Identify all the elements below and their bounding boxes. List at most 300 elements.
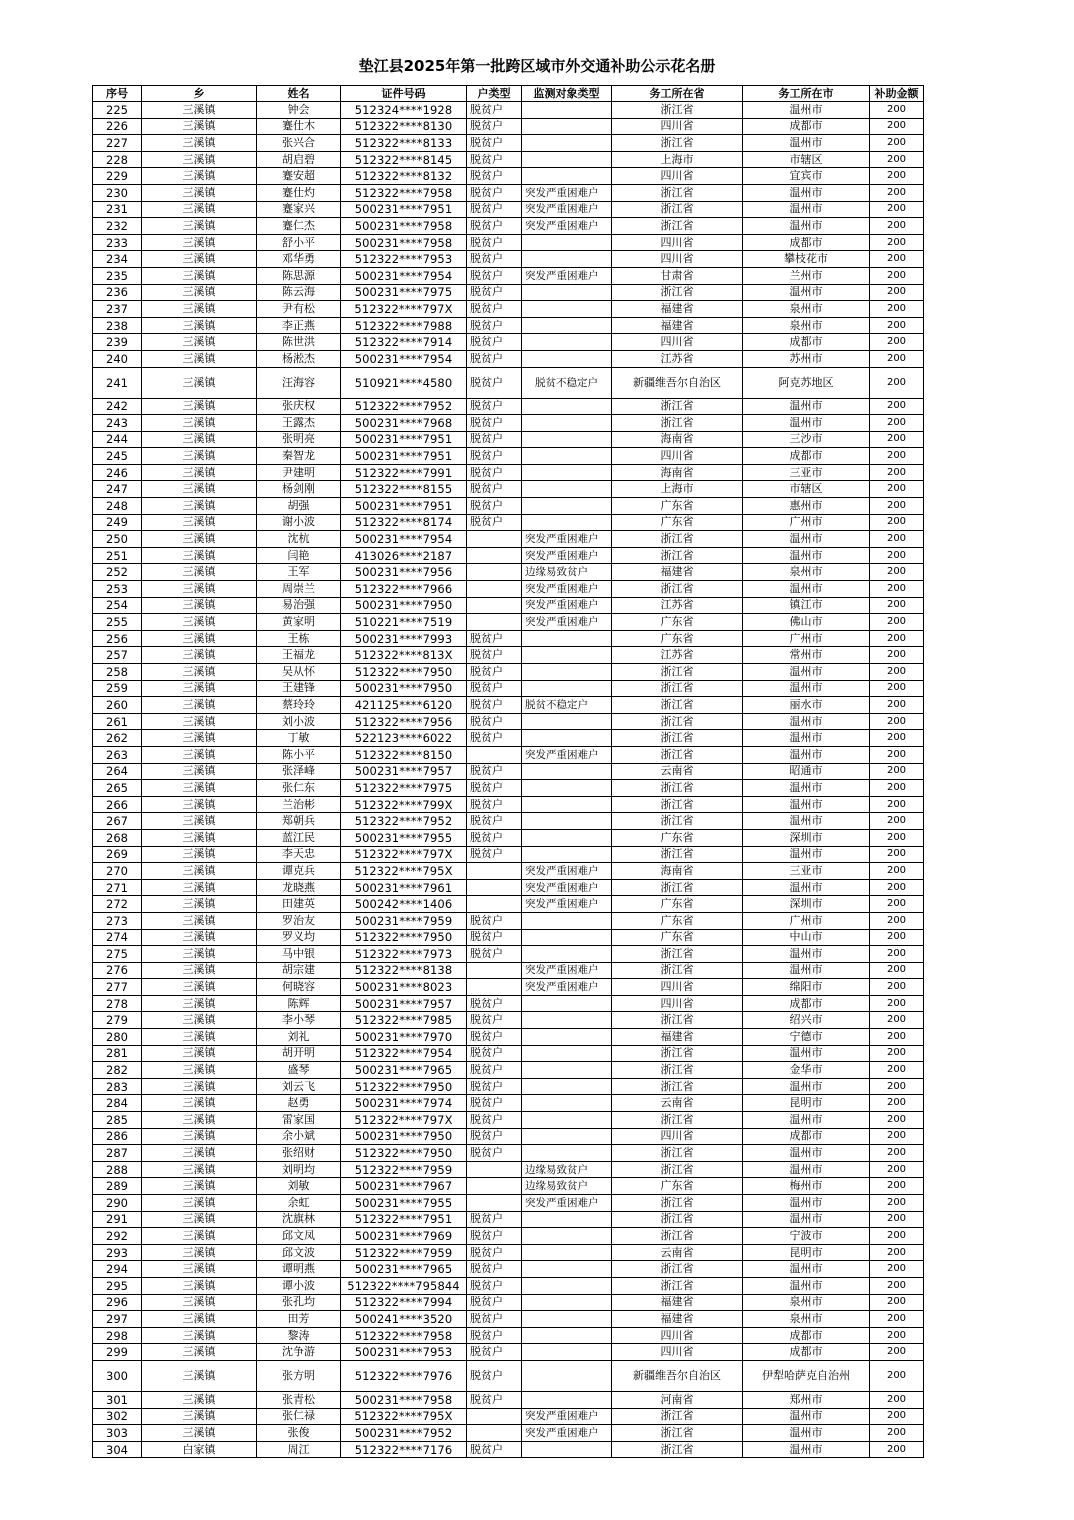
cell-seq: 287 [93,1145,142,1162]
cell-household-type [467,1161,522,1178]
cell-seq: 280 [93,1029,142,1046]
cell-id-number: 500231****7967 [341,1178,467,1195]
cell-household-type [467,1408,522,1425]
cell-seq: 269 [93,846,142,863]
cell-id-number: 500231****7968 [341,415,467,432]
cell-seq: 261 [93,713,142,730]
header-township: 乡 [142,86,257,102]
cell-name: 邓华勇 [257,251,341,268]
cell-work-province: 云南省 [612,763,743,780]
cell-subsidy-amount: 200 [870,962,924,979]
cell-work-city: 温州市 [743,796,870,813]
table-row [93,746,924,763]
cell-seq: 298 [93,1327,142,1344]
cell-seq: 245 [93,448,142,465]
cell-name: 蹇仕木 [257,118,341,135]
cell-id-number: 500231****7950 [341,1128,467,1145]
cell-work-province: 浙江省 [612,664,743,681]
cell-work-province: 甘肃省 [612,267,743,284]
table-row [93,514,924,531]
cell-seq: 275 [93,946,142,963]
cell-name: 李正燕 [257,317,341,334]
cell-monitoring-type: 突发严重困难户 [522,547,612,564]
cell-monitoring-type [522,284,612,301]
cell-household-type: 脱贫户 [467,218,522,235]
cell-subsidy-amount: 200 [870,531,924,548]
cell-subsidy-amount: 200 [870,1078,924,1095]
cell-monitoring-type [522,1441,612,1458]
cell-work-city: 温州市 [743,1211,870,1228]
cell-monitoring-type [522,664,612,681]
cell-work-province: 海南省 [612,464,743,481]
cell-household-type: 脱贫户 [467,1261,522,1278]
cell-subsidy-amount: 200 [870,547,924,564]
cell-subsidy-amount: 200 [870,251,924,268]
cell-township: 三溪镇 [142,1195,257,1212]
cell-name: 张泽峰 [257,763,341,780]
cell-work-city: 三沙市 [743,431,870,448]
cell-name: 王露杰 [257,415,341,432]
cell-monitoring-type [522,813,612,830]
cell-work-city: 温州市 [743,879,870,896]
cell-name: 陈思源 [257,267,341,284]
cell-household-type: 脱贫户 [467,946,522,963]
cell-township: 三溪镇 [142,317,257,334]
cell-monitoring-type [522,448,612,465]
cell-township: 三溪镇 [142,151,257,168]
cell-township: 三溪镇 [142,350,257,367]
cell-id-number: 512322****7976 [341,1360,467,1391]
cell-household-type: 脱贫户 [467,1045,522,1062]
table-row [93,1078,924,1095]
cell-work-city: 深圳市 [743,896,870,913]
cell-work-province: 广东省 [612,912,743,929]
cell-monitoring-type: 突发严重困难户 [522,979,612,996]
table-row [93,697,924,714]
cell-name: 周江 [257,1441,341,1458]
cell-monitoring-type [522,234,612,251]
cell-seq: 272 [93,896,142,913]
cell-subsidy-amount: 200 [870,614,924,631]
cell-name: 王福龙 [257,647,341,664]
cell-work-city: 成都市 [743,334,870,351]
cell-id-number: 512322****7994 [341,1294,467,1311]
cell-work-city: 佛山市 [743,614,870,631]
cell-id-number: 500231****7956 [341,564,467,581]
cell-household-type: 脱贫户 [467,1277,522,1294]
cell-household-type: 脱贫户 [467,647,522,664]
cell-id-number: 512322****7959 [341,1244,467,1261]
cell-monitoring-type [522,912,612,929]
cell-work-province: 福建省 [612,1311,743,1328]
cell-household-type: 脱贫户 [467,135,522,152]
cell-monitoring-type: 突发严重困难户 [522,597,612,614]
cell-seq: 303 [93,1425,142,1442]
table-row [93,713,924,730]
cell-subsidy-amount: 200 [870,1327,924,1344]
cell-id-number: 500231****7950 [341,680,467,697]
cell-name: 沈杭 [257,531,341,548]
table-row [93,1062,924,1079]
cell-monitoring-type [522,151,612,168]
cell-name: 邱文波 [257,1244,341,1261]
cell-household-type: 脱贫户 [467,168,522,185]
table-row [93,829,924,846]
cell-seq: 294 [93,1261,142,1278]
cell-monitoring-type [522,1112,612,1129]
cell-seq: 286 [93,1128,142,1145]
cell-monitoring-type [522,780,612,797]
cell-monitoring-type: 突发严重困难户 [522,896,612,913]
cell-id-number: 500231****7959 [341,912,467,929]
table-row [93,929,924,946]
table-row [93,813,924,830]
cell-work-province: 广东省 [612,630,743,647]
cell-household-type: 脱贫户 [467,630,522,647]
cell-name: 谭克兵 [257,863,341,880]
cell-work-province: 浙江省 [612,1145,743,1162]
cell-monitoring-type [522,431,612,448]
table-row [93,1261,924,1278]
cell-household-type [467,962,522,979]
cell-township: 三溪镇 [142,796,257,813]
cell-name: 刘云飞 [257,1078,341,1095]
cell-household-type: 脱贫户 [467,334,522,351]
table-row [93,234,924,251]
cell-township: 三溪镇 [142,1145,257,1162]
cell-work-city: 温州市 [743,547,870,564]
cell-subsidy-amount: 200 [870,763,924,780]
cell-household-type: 脱贫户 [467,367,522,398]
cell-id-number: 512322****8138 [341,962,467,979]
table-header-row [93,86,924,102]
table-row [93,1112,924,1129]
cell-household-type: 脱贫户 [467,464,522,481]
table-row [93,912,924,929]
cell-subsidy-amount: 200 [870,630,924,647]
table-row [93,630,924,647]
cell-subsidy-amount: 200 [870,218,924,235]
cell-household-type: 脱贫户 [467,796,522,813]
cell-subsidy-amount: 200 [870,151,924,168]
cell-household-type: 脱贫户 [467,664,522,681]
cell-subsidy-amount: 200 [870,201,924,218]
cell-township: 三溪镇 [142,581,257,598]
cell-name: 蹇安超 [257,168,341,185]
cell-name: 雷家国 [257,1112,341,1129]
cell-id-number: 512322****8130 [341,118,467,135]
cell-id-number: 500231****7965 [341,1261,467,1278]
cell-work-city: 温州市 [743,1078,870,1095]
cell-work-city: 温州市 [743,1277,870,1294]
table-row [93,1161,924,1178]
cell-subsidy-amount: 200 [870,1391,924,1408]
cell-work-city: 常州市 [743,647,870,664]
cell-household-type: 脱贫户 [467,1228,522,1245]
cell-id-number: 500231****7975 [341,284,467,301]
cell-monitoring-type: 突发严重困难户 [522,531,612,548]
cell-work-city: 成都市 [743,1344,870,1361]
cell-id-number: 512322****797X [341,1112,467,1129]
table-row [93,350,924,367]
cell-household-type: 脱贫户 [467,1441,522,1458]
table-row [93,1178,924,1195]
cell-household-type: 脱贫户 [467,1095,522,1112]
cell-work-province: 四川省 [612,1128,743,1145]
cell-monitoring-type: 边缘易致贫户 [522,1161,612,1178]
cell-household-type [467,1178,522,1195]
cell-name: 胡启碧 [257,151,341,168]
cell-subsidy-amount: 200 [870,1062,924,1079]
cell-seq: 262 [93,730,142,747]
cell-seq: 288 [93,1161,142,1178]
cell-name: 尹建明 [257,464,341,481]
cell-subsidy-amount: 200 [870,995,924,1012]
cell-household-type: 脱贫户 [467,1344,522,1361]
cell-work-city: 市辖区 [743,481,870,498]
cell-seq: 244 [93,431,142,448]
cell-name: 蹇仁杰 [257,218,341,235]
cell-monitoring-type [522,481,612,498]
cell-name: 蓝江民 [257,829,341,846]
cell-work-province: 四川省 [612,168,743,185]
cell-work-province: 江苏省 [612,597,743,614]
cell-subsidy-amount: 200 [870,647,924,664]
cell-work-city: 成都市 [743,448,870,465]
cell-township: 三溪镇 [142,531,257,548]
cell-name: 田芳 [257,1311,341,1328]
cell-subsidy-amount: 200 [870,481,924,498]
table-row [93,498,924,515]
cell-work-city: 惠州市 [743,498,870,515]
cell-monitoring-type [522,1062,612,1079]
cell-work-province: 浙江省 [612,1045,743,1062]
cell-township: 三溪镇 [142,813,257,830]
cell-subsidy-amount: 200 [870,796,924,813]
table-row [93,135,924,152]
cell-id-number: 500231****7951 [341,448,467,465]
cell-township: 三溪镇 [142,713,257,730]
cell-name: 张孔均 [257,1294,341,1311]
cell-monitoring-type [522,929,612,946]
table-row [93,398,924,415]
subsidy-roster-table [92,85,924,1458]
cell-subsidy-amount: 200 [870,863,924,880]
cell-subsidy-amount: 200 [870,597,924,614]
cell-seq: 300 [93,1360,142,1391]
cell-seq: 279 [93,1012,142,1029]
cell-work-city: 成都市 [743,234,870,251]
cell-work-province: 浙江省 [612,796,743,813]
table-row [93,547,924,564]
cell-id-number: 512322****7959 [341,1161,467,1178]
cell-subsidy-amount: 200 [870,1161,924,1178]
cell-name: 张仁禄 [257,1408,341,1425]
cell-seq: 290 [93,1195,142,1212]
cell-work-province: 新疆维吾尔自治区 [612,1360,743,1391]
cell-work-province: 四川省 [612,118,743,135]
cell-township: 三溪镇 [142,1178,257,1195]
cell-name: 陈云海 [257,284,341,301]
cell-monitoring-type: 脱贫不稳定户 [522,367,612,398]
cell-name: 张庆权 [257,398,341,415]
cell-name: 胡宗建 [257,962,341,979]
cell-monitoring-type: 突发严重困难户 [522,863,612,880]
cell-work-province: 浙江省 [612,201,743,218]
cell-id-number: 500242****1406 [341,896,467,913]
cell-work-province: 新疆维吾尔自治区 [612,367,743,398]
cell-household-type: 脱贫户 [467,102,522,119]
cell-township: 三溪镇 [142,448,257,465]
cell-monitoring-type [522,334,612,351]
cell-work-city: 昆明市 [743,1244,870,1261]
cell-work-city: 温州市 [743,102,870,119]
cell-subsidy-amount: 200 [870,1277,924,1294]
cell-seq: 289 [93,1178,142,1195]
cell-monitoring-type: 突发严重困难户 [522,201,612,218]
cell-township: 三溪镇 [142,1095,257,1112]
cell-household-type: 脱贫户 [467,301,522,318]
header-seq: 序号 [93,86,142,102]
table-row [93,1327,924,1344]
cell-work-province: 浙江省 [612,780,743,797]
cell-id-number: 500241****3520 [341,1311,467,1328]
cell-subsidy-amount: 200 [870,1261,924,1278]
cell-household-type [467,581,522,598]
cell-township: 三溪镇 [142,547,257,564]
cell-monitoring-type [522,1045,612,1062]
cell-name: 谭小波 [257,1277,341,1294]
cell-subsidy-amount: 200 [870,1045,924,1062]
cell-work-city: 温州市 [743,1145,870,1162]
cell-monitoring-type [522,301,612,318]
cell-household-type: 脱贫户 [467,481,522,498]
cell-subsidy-amount: 200 [870,1029,924,1046]
table-row [93,218,924,235]
table-row [93,780,924,797]
cell-seq: 255 [93,614,142,631]
cell-seq: 297 [93,1311,142,1328]
cell-name: 兰治彬 [257,796,341,813]
cell-household-type: 脱贫户 [467,995,522,1012]
cell-household-type: 脱贫户 [467,1112,522,1129]
cell-monitoring-type: 突发严重困难户 [522,962,612,979]
cell-seq: 236 [93,284,142,301]
cell-name: 闫艳 [257,547,341,564]
cell-household-type: 脱贫户 [467,680,522,697]
table-row [93,267,924,284]
cell-name: 张方明 [257,1360,341,1391]
cell-seq: 301 [93,1391,142,1408]
cell-id-number: 500231****7974 [341,1095,467,1112]
cell-id-number: 510221****7519 [341,614,467,631]
cell-work-province: 河南省 [612,1391,743,1408]
cell-township: 三溪镇 [142,118,257,135]
cell-name: 陈小平 [257,746,341,763]
table-row [93,680,924,697]
cell-work-province: 云南省 [612,1244,743,1261]
cell-monitoring-type [522,647,612,664]
cell-name: 陈辉 [257,995,341,1012]
table-row [93,979,924,996]
cell-id-number: 500231****7958 [341,234,467,251]
cell-monitoring-type [522,713,612,730]
cell-name: 胡开明 [257,1045,341,1062]
cell-seq: 291 [93,1211,142,1228]
cell-household-type: 脱贫户 [467,1327,522,1344]
table-row [93,664,924,681]
cell-township: 三溪镇 [142,780,257,797]
table-row [93,1145,924,1162]
cell-name: 丁敏 [257,730,341,747]
cell-work-province: 江苏省 [612,350,743,367]
cell-township: 三溪镇 [142,1360,257,1391]
cell-seq: 292 [93,1228,142,1245]
cell-work-province: 浙江省 [612,135,743,152]
cell-township: 三溪镇 [142,102,257,119]
cell-work-city: 泉州市 [743,301,870,318]
cell-work-city: 温州市 [743,1408,870,1425]
cell-work-province: 浙江省 [612,581,743,598]
cell-id-number: 512322****7952 [341,813,467,830]
cell-work-city: 温州市 [743,664,870,681]
table-row [93,1277,924,1294]
cell-township: 三溪镇 [142,514,257,531]
cell-id-number: 510921****4580 [341,367,467,398]
cell-name: 张俊 [257,1425,341,1442]
cell-household-type: 脱贫户 [467,1078,522,1095]
cell-seq: 276 [93,962,142,979]
cell-id-number: 512322****7975 [341,780,467,797]
cell-township: 三溪镇 [142,1327,257,1344]
cell-monitoring-type [522,317,612,334]
table-row [93,1441,924,1458]
table-row [93,1360,924,1391]
table-row [93,879,924,896]
cell-id-number: 500231****7958 [341,218,467,235]
table-row [93,564,924,581]
cell-name: 蹇家兴 [257,201,341,218]
cell-seq: 278 [93,995,142,1012]
cell-name: 田建英 [257,896,341,913]
cell-seq: 250 [93,531,142,548]
cell-name: 罗治友 [257,912,341,929]
table-row [93,1095,924,1112]
table-row [93,995,924,1012]
cell-seq: 253 [93,581,142,598]
cell-id-number: 512324****1928 [341,102,467,119]
table-row [93,614,924,631]
cell-township: 三溪镇 [142,1344,257,1361]
cell-id-number: 512322****8145 [341,151,467,168]
cell-work-city: 成都市 [743,1128,870,1145]
cell-seq: 229 [93,168,142,185]
cell-subsidy-amount: 200 [870,102,924,119]
cell-household-type: 脱贫户 [467,912,522,929]
cell-work-province: 福建省 [612,564,743,581]
cell-work-city: 温州市 [743,1441,870,1458]
cell-monitoring-type [522,1228,612,1245]
cell-id-number: 512322****7951 [341,1211,467,1228]
cell-seq: 256 [93,630,142,647]
cell-work-city: 温州市 [743,398,870,415]
cell-township: 三溪镇 [142,896,257,913]
cell-work-city: 三亚市 [743,464,870,481]
cell-work-province: 浙江省 [612,746,743,763]
cell-township: 三溪镇 [142,946,257,963]
cell-subsidy-amount: 200 [870,301,924,318]
cell-seq: 237 [93,301,142,318]
